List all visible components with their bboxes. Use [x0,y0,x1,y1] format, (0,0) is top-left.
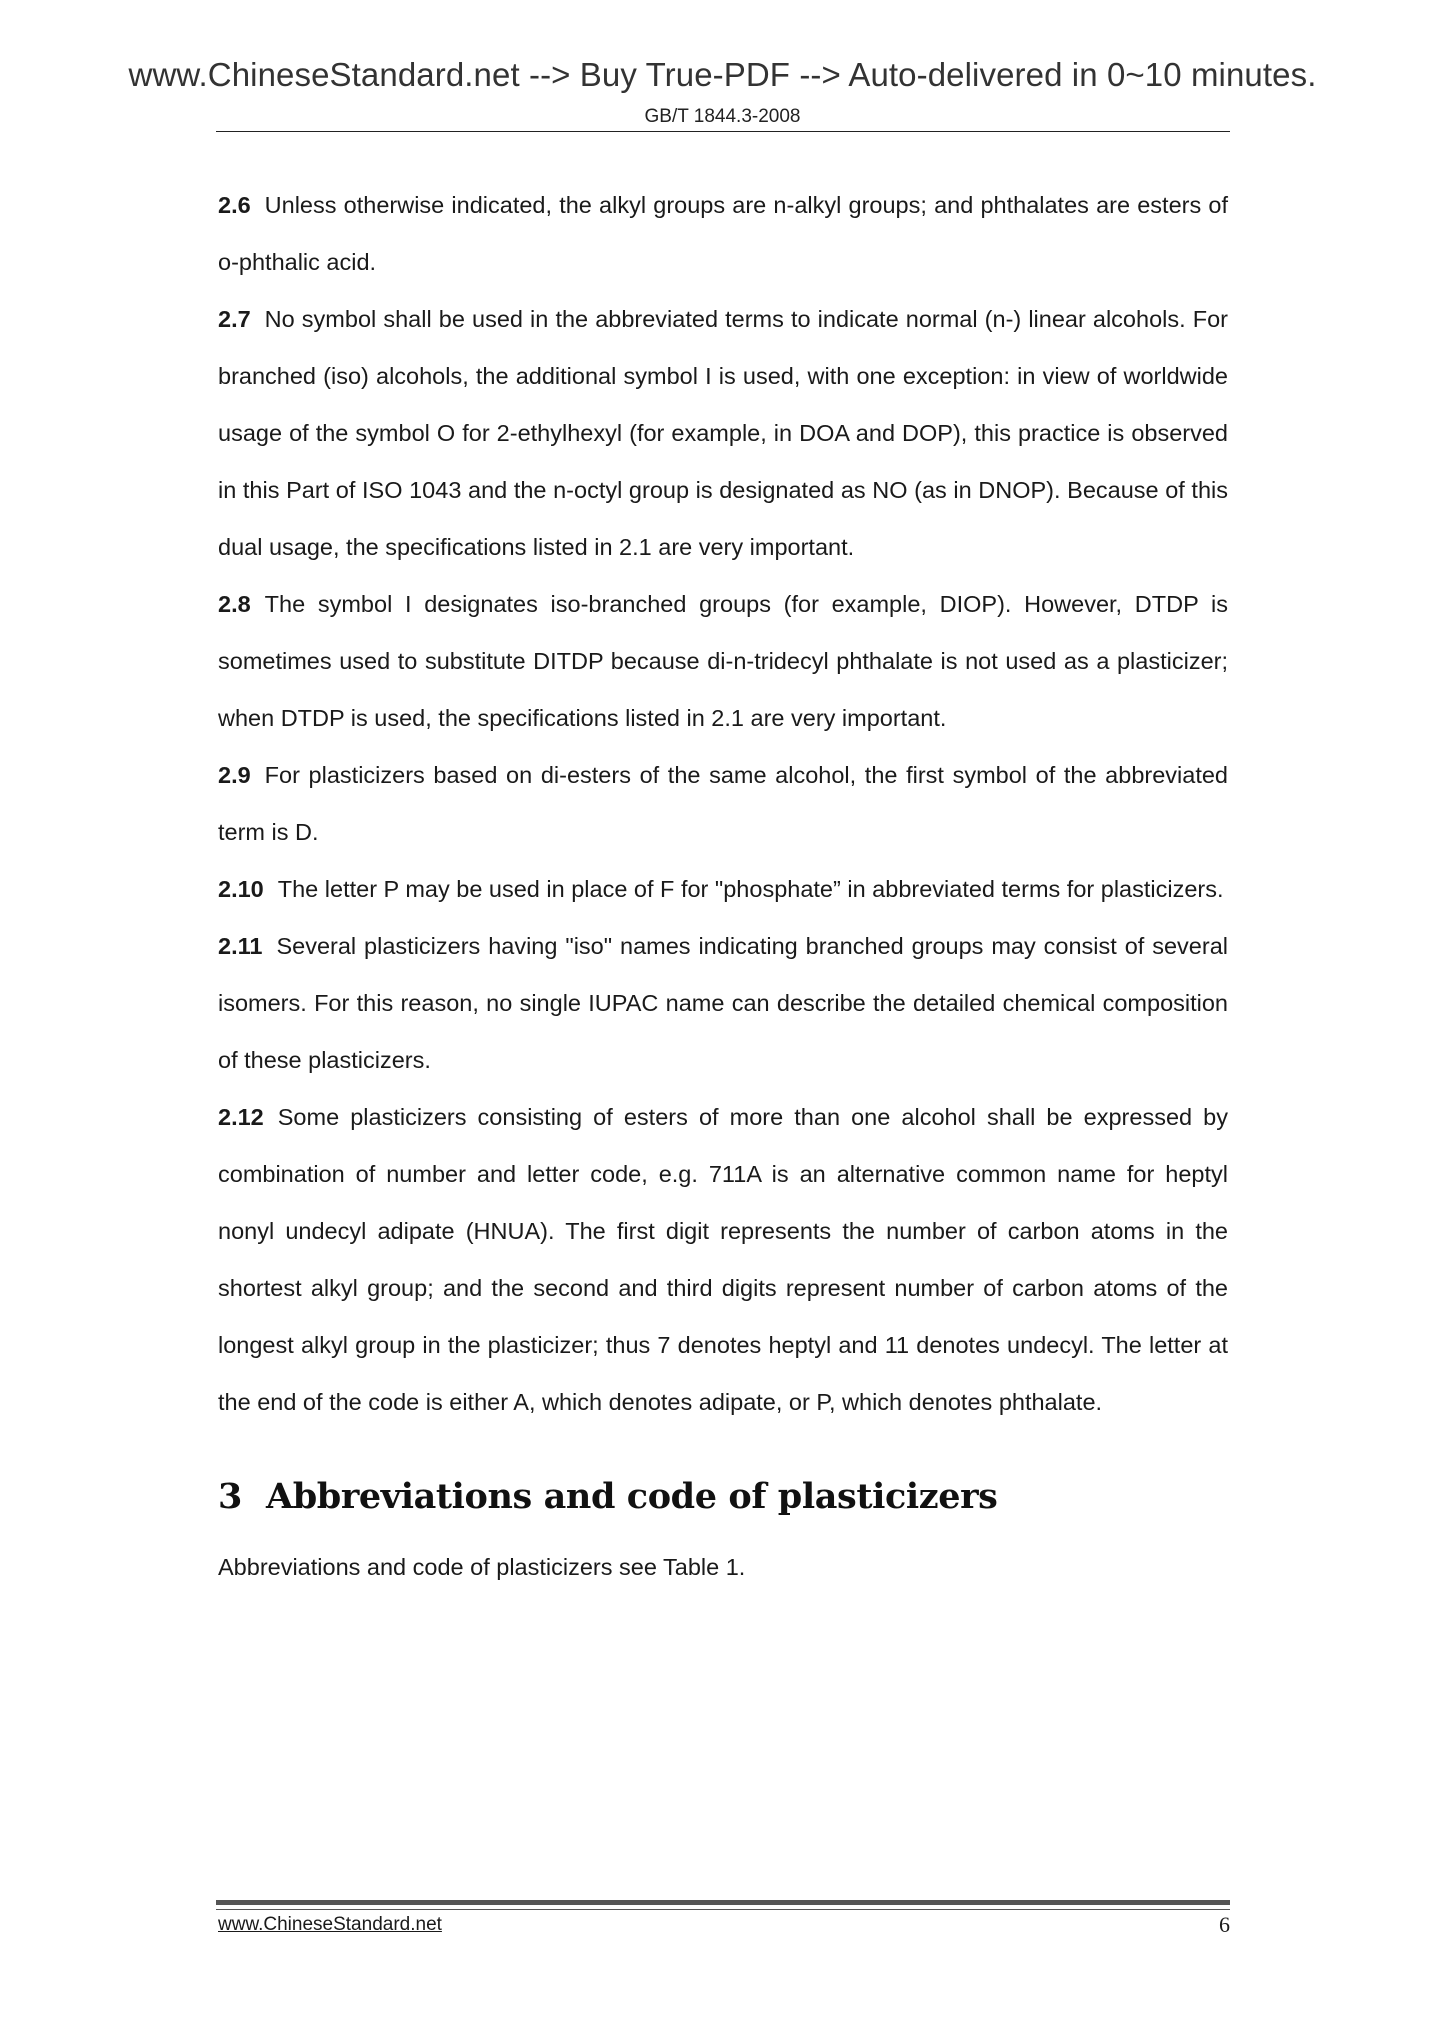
clause-text: No symbol shall be used in the abbreviated terms to indicate normal (n-) linear alcohols. For branched (iso) alcohols, the additional symbol I is used, with one exception: in view of worldwide usage of the symbol O for 2-ethylhexyl (for example, in DOA and DOP), this practice is observed in this Part of ISO 1043 and the n-octyl group is designated as NO (as in DNOP). Because of this dual usage, the specifications listed in 2.1 are very important. [218,306,1228,560]
section-title: Abbreviations and code of plasticizers [265,1476,998,1517]
clause-number: 2.10 [218,876,264,902]
clause-2-11 [218,918,1228,1089]
footer-divider-thick [216,1900,1230,1905]
clause-text: Unless otherwise indicated, the alkyl groups are n-alkyl groups; and phthalates are esters of o-phthalic acid. [218,192,1228,275]
clause-2-6 [218,177,1228,291]
clause-2-8 [218,576,1228,747]
clause-number: 2.12 [218,1104,264,1130]
section-heading [218,1467,1228,1527]
footer-divider-thin [216,1909,1230,1910]
footer-website-link[interactable]: www.ChineseStandard.net [218,1914,442,1935]
clause-number: 2.8 [218,591,251,617]
clause-text: For plasticizers based on di-esters of the same alcohol, the first symbol of the abbreviated term is D. [218,762,1228,845]
clause-2-12 [218,1089,1228,1431]
clause-2-9 [218,747,1228,861]
clause-number: 2.6 [218,192,251,218]
section-number: 3 [218,1476,242,1517]
clause-number: 2.11 [218,933,263,959]
clause-number: 2.7 [218,306,251,332]
clause-2-7 [218,291,1228,576]
clause-text: The symbol I designates iso-branched groups (for example, DIOP). However, DTDP is sometimes used to substitute DITDP because di-n-tridecyl phthalate is not used as a plasticizer; when DTDP is used, the specifications listed in 2.1 are very important. [218,591,1228,731]
page-number: 6 [1219,1912,1230,1937]
clause-text: Some plasticizers consisting of esters of more than one alcohol shall be expressed by combination of number and letter code, e.g. 711A is an alternative common name for heptyl nonyl undecyl adipate (HNUA). The first digit represents the number of carbon atoms in the shortest alkyl group; and the second and third digits represent number of carbon atoms of the longest alkyl group in the plasticizer; thus 7 denotes heptyl and 11 denotes undecyl. The letter at the end of the code is either A, which denotes adipate, or P, which denotes phthalate. [218,1104,1228,1415]
clause-text: The letter P may be used in place of F for "phosphate” in abbreviated terms for plasticizers. [277,876,1224,902]
clause-2-10 [218,861,1228,918]
document-body [218,177,1228,1596]
header-banner: www.ChineseStandard.net --> Buy True-PDF --> Auto-delivered in 0~10 minutes. [128,56,1317,93]
header-divider [216,131,1230,132]
standard-code: GB/T 1844.3-2008 [644,106,801,127]
clause-text: Several plasticizers having "iso" names indicating branched groups may consist of several isomers. For this reason, no single IUPAC name can describe the detailed chemical composition of these plasticizers. [218,933,1228,1073]
clause-number: 2.9 [218,762,251,788]
section-intro: Abbreviations and code of plasticizers see Table 1. [218,1554,746,1580]
